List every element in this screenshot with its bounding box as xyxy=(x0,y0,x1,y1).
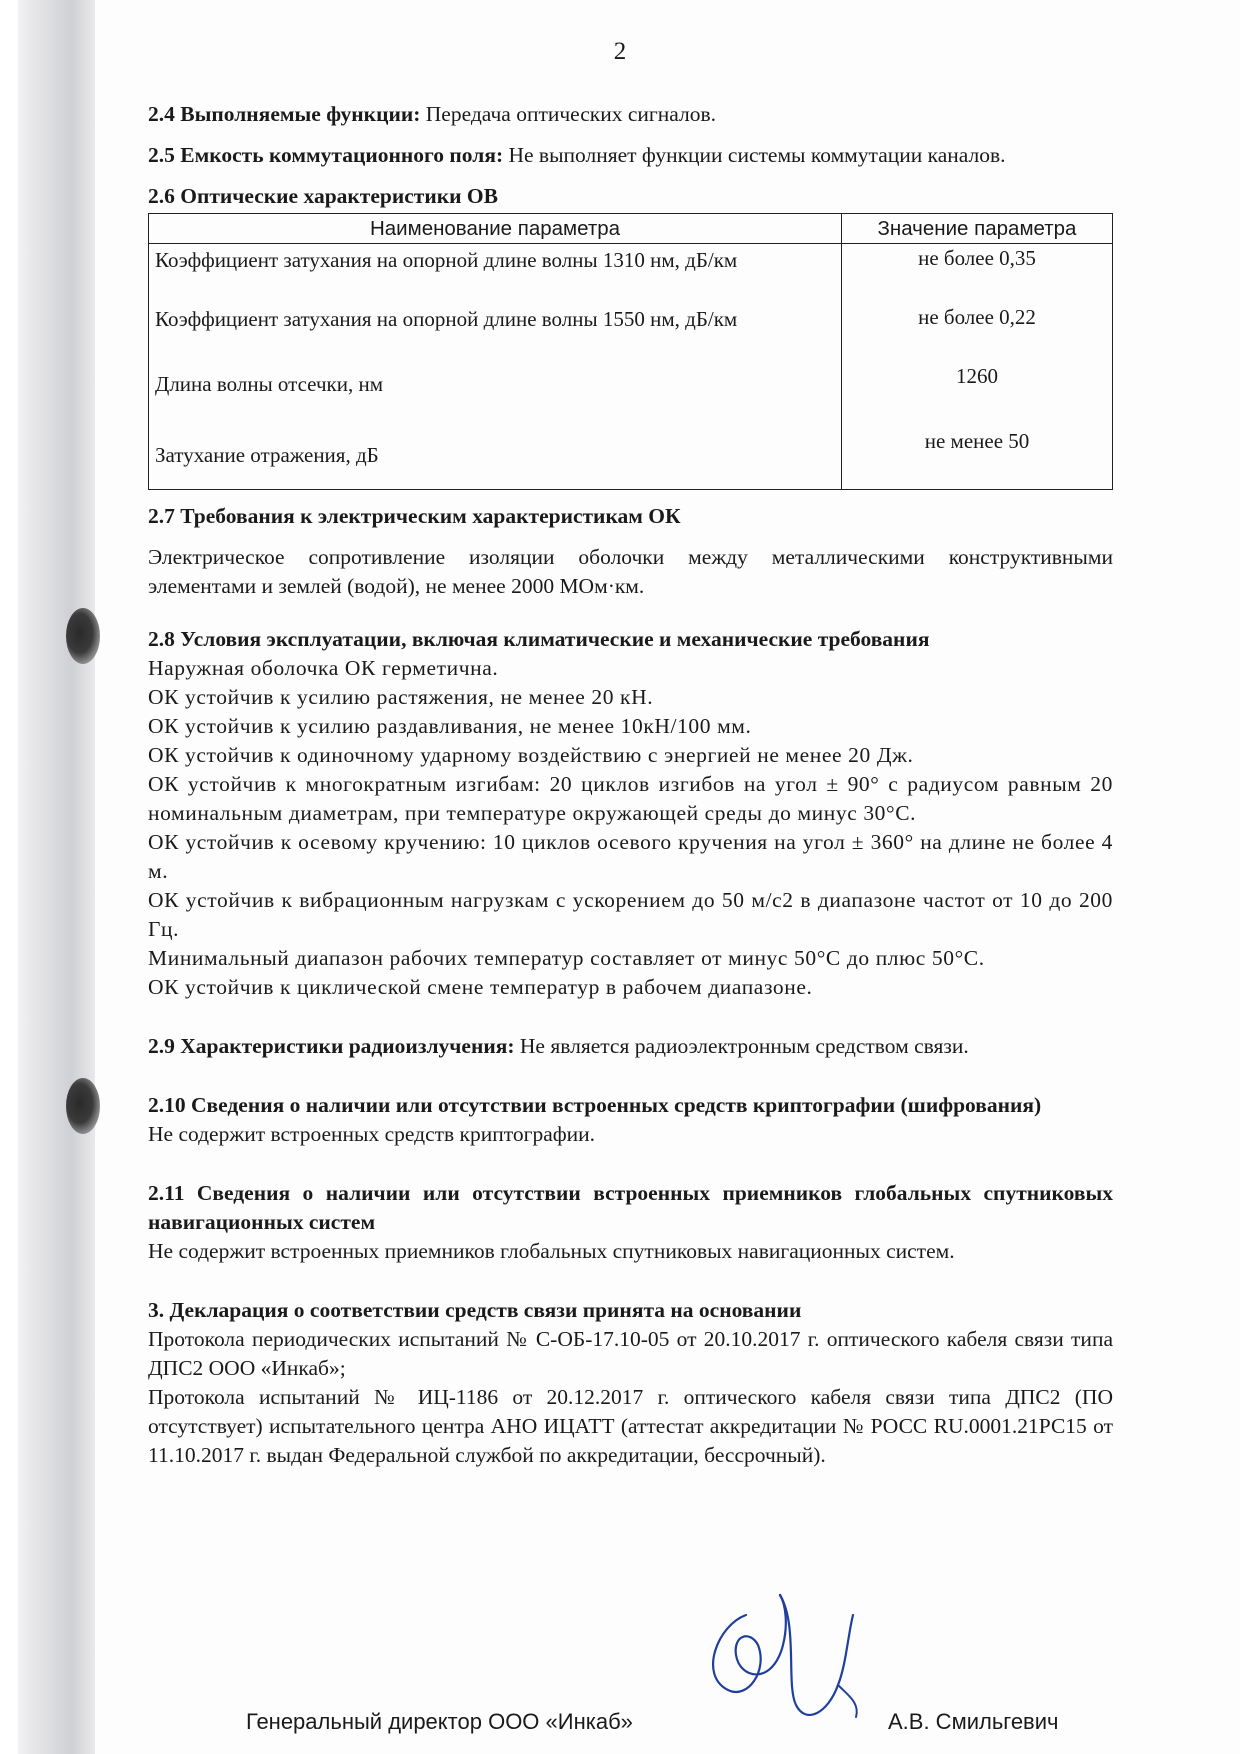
param-value: 1260 xyxy=(842,362,1113,427)
page-number: 2 xyxy=(613,38,627,65)
section-3-paragraph: Протокола периодических испытаний № С-ОБ-17.10-05 от 20.10.2017 г. оптического кабеля связи типа ДПС2 ООО «Инкаб»; xyxy=(148,1327,1113,1380)
list-item: ОК устойчив к осевому кручению: 10 циклов осевого кручения на угол ± 360° на длине не более 4 м. xyxy=(148,830,1113,883)
section-2-8-list xyxy=(148,654,1113,1002)
section-2-8-heading: 2.8 Условия эксплуатации, включая климатические и механические требования xyxy=(148,627,930,651)
section-text: Не является радиоэлектронным средством связи. xyxy=(514,1034,969,1058)
list-item: ОК устойчив к циклической смене температур в рабочем диапазоне. xyxy=(148,975,813,999)
section-2-6-heading: 2.6 Оптические характеристики ОВ xyxy=(148,184,498,208)
section-2-11-heading: 2.11 Сведения о наличии или отсутствии встроенных приемников глобальных спутниковых навигационных систем xyxy=(148,1181,1113,1234)
column-header: Наименование параметра xyxy=(149,214,842,244)
param-name: Коэффициент затухания на опорной длине волны 1310 нм, дБ/км xyxy=(149,244,842,304)
punch-hole xyxy=(66,1078,100,1134)
table-row xyxy=(149,362,1113,427)
list-item: ОК устойчив к усилию раздавливания, не менее 10кН/100 мм. xyxy=(148,714,752,738)
list-item: ОК устойчив к многократным изгибам: 20 циклов изгибов на угол ± 90° с радиусом равным 20 номинальным диаметрам, при температуре окружающей среды до минус 30°С. xyxy=(148,772,1113,825)
section-text: Не выполняет функции системы коммутации каналов. xyxy=(503,143,1006,167)
section-2-9 xyxy=(148,1032,1113,1061)
param-value: не более 0,22 xyxy=(842,303,1113,362)
section-2-7-text: Электрическое сопротивление изоляции оболочки между металлическими конструктивными элементами и землей (водой), не менее 2000 МОм·км. xyxy=(148,545,1113,598)
param-name: Коэффициент затухания на опорной длине волны 1550 нм, дБ/км xyxy=(149,303,842,362)
section-label: 2.4 Выполняемые функции: xyxy=(148,102,421,126)
section-2-11-text: Не содержит встроенных приемников глобальных спутниковых навигационных систем. xyxy=(148,1239,955,1263)
section-3-heading: 3. Декларация о соответствии средств связи принята на основании xyxy=(148,1298,802,1322)
list-item: Минимальный диапазон рабочих температур составляет от минус 50°С до плюс 50°С. xyxy=(148,946,985,970)
scan-edge xyxy=(0,0,18,1754)
column-header: Значение параметра xyxy=(842,214,1113,244)
punch-hole xyxy=(66,608,100,664)
section-2-10-heading: 2.10 Сведения о наличии или отсутствии встроенных средств криптографии (шифрования) xyxy=(148,1093,1042,1117)
signatory-name: А.В. Смильгевич xyxy=(888,1709,1059,1734)
section-label: 2.5 Емкость коммутационного поля: xyxy=(148,143,504,167)
param-value: не более 0,35 xyxy=(842,244,1113,304)
section-3-paragraph: Протокола испытаний № ИЦ-1186 от 20.12.2017 г. оптического кабеля связи типа ДПС2 (ПО отсутствует) испытательного центра АНО ИЦАТТ (аттестат аккредитации № РОСС RU.0001.21РС15 от 11.10.2017 г. выдан Федеральной службой по аккредитации, бессрочный). xyxy=(148,1385,1113,1467)
table-header-row xyxy=(149,214,1113,244)
param-value: не менее 50 xyxy=(842,427,1113,490)
list-item: ОК устойчив к вибрационным нагрузкам с ускорением до 50 м/с2 в диапазоне частот от 10 до 200 Гц. xyxy=(148,888,1113,941)
signatory-position: Генеральный директор ООО «Инкаб» xyxy=(246,1709,633,1734)
table-row xyxy=(149,427,1113,490)
section-2-5 xyxy=(148,141,1113,170)
document-body xyxy=(148,100,1113,1470)
list-item: ОК устойчив к усилию растяжения, не менее 20 кН. xyxy=(148,685,654,709)
table-row xyxy=(149,303,1113,362)
optical-characteristics-table xyxy=(148,213,1113,490)
table-row xyxy=(149,244,1113,304)
signature-image xyxy=(688,1585,878,1735)
section-2-4 xyxy=(148,100,1113,129)
section-label: 2.9 Характеристики радиоизлучения: xyxy=(148,1034,515,1058)
section-2-7-heading: 2.7 Требования к электрическим характеристикам ОК xyxy=(148,504,681,528)
list-item: ОК устойчив к одиночному ударному воздействию с энергией не менее 20 Дж. xyxy=(148,743,914,767)
section-text: Передача оптических сигналов. xyxy=(420,102,716,126)
param-name: Затухание отражения, дБ xyxy=(149,427,842,490)
list-item: Наружная оболочка ОК герметична. xyxy=(148,656,499,680)
section-2-10-text: Не содержит встроенных средств криптографии. xyxy=(148,1122,596,1146)
param-name: Длина волны отсечки, нм xyxy=(149,362,842,427)
